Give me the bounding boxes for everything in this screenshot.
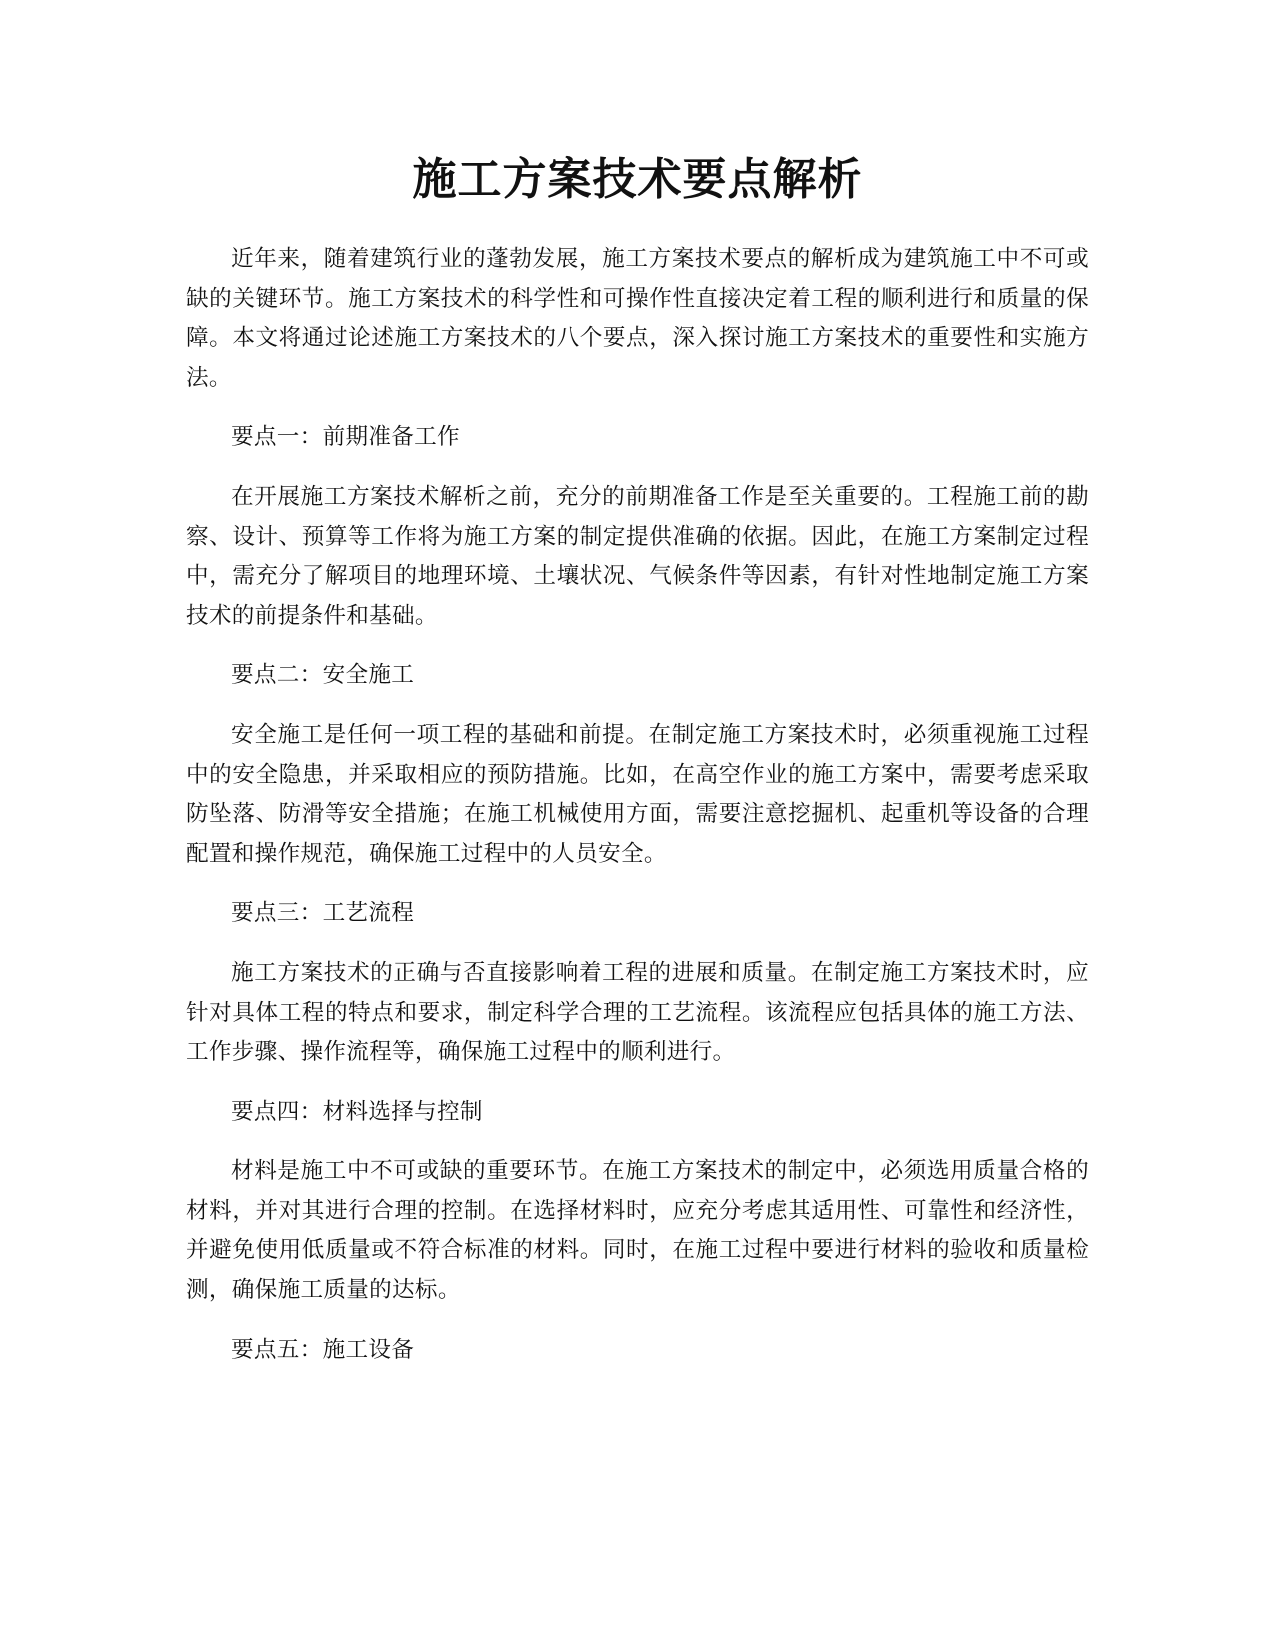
section-heading-2: 要点二：安全施工	[231, 662, 415, 689]
document-body	[186, 240, 1089, 1390]
intro-paragraph: 近年来，随着建筑行业的蓬勃发展，施工方案技术要点的解析成为建筑施工中不可或缺的关键环节。施工方案技术的科学性和可操作性直接决定着工程的顺利进行和质量的保障。本文将通过论述施工方案技术的八个要点，深入探讨施工方案技术的重要性和实施方法。	[186, 246, 1089, 391]
section-heading-1: 要点一：前期准备工作	[231, 424, 460, 451]
section-paragraph-4: 材料是施工中不可或缺的重要环节。在施工方案技术的制定中，必须选用质量合格的材料，并对其进行合理的控制。在选择材料时，应充分考虑其适用性、可靠性和经济性，并避免使用低质量或不符合标准的材料。同时，在施工过程中要进行材料的验收和质量检测，确保施工质量的达标。	[186, 1158, 1089, 1304]
section-heading-3: 要点三：工艺流程	[231, 900, 415, 927]
section-heading-4: 要点四：材料选择与控制	[231, 1098, 483, 1125]
section-paragraph-2: 安全施工是任何一项工程的基础和前提。在制定施工方案技术时，必须重视施工过程中的安全隐患，并采取相应的预防措施。比如，在高空作业的施工方案中，需要考虑采取防坠落、防滑等安全措施；在施工机械使用方面，需要注意挖掘机、起重机等设备的合理配置和操作规范，确保施工过程中的人员安全。	[186, 721, 1089, 867]
section-paragraph-3: 施工方案技术的正确与否直接影响着工程的进展和质量。在制定施工方案技术时，应针对具体工程的特点和要求，制定科学合理的工艺流程。该流程应包括具体的施工方法、工作步骤、操作流程等，确保施工过程中的顺利进行。	[186, 959, 1089, 1066]
section-heading-5: 要点五：施工设备	[231, 1336, 415, 1363]
document-title: 施工方案技术要点解析	[412, 154, 863, 205]
section-paragraph-1: 在开展施工方案技术解析之前，充分的前期准备工作是至关重要的。工程施工前的勘察、设计、预算等工作将为施工方案的制定提供准确的依据。因此，在施工方案制定过程中，需充分了解项目的地理环境、土壤状况、气候条件等因素，有针对性地制定施工方案技术的前提条件和基础。	[186, 483, 1089, 629]
